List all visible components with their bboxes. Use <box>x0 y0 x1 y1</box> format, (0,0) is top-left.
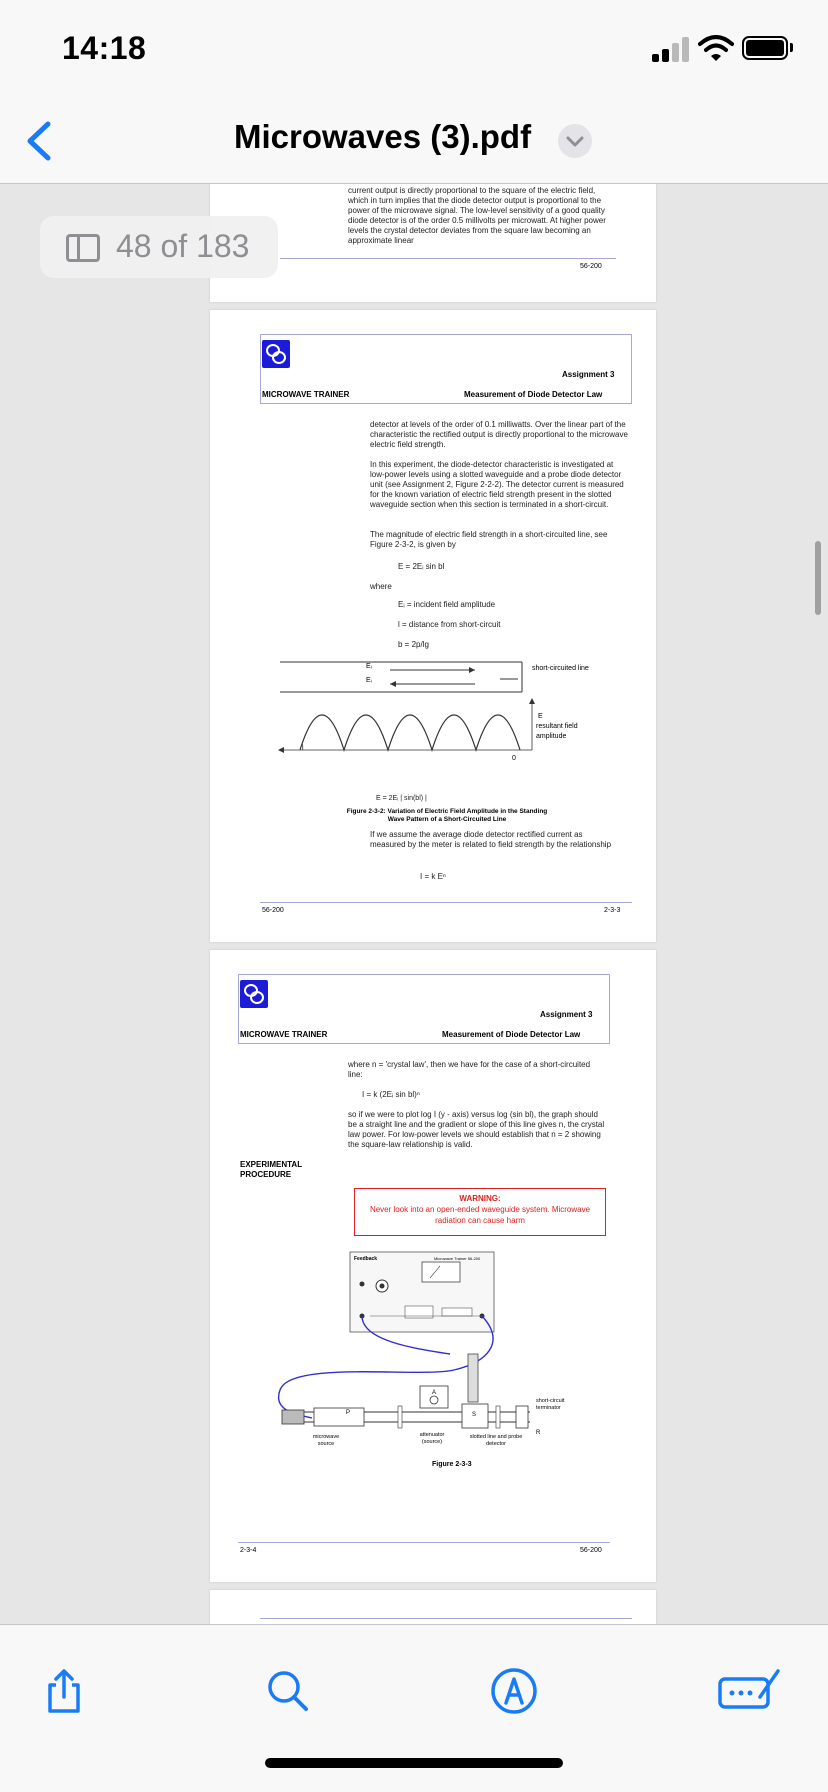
label-r: R <box>536 1430 541 1436</box>
page-a-eq2: E = 2Eᵢ | sin(bl) | <box>376 795 427 802</box>
page-a-eq1: E = 2Eᵢ sin bl <box>398 562 445 571</box>
figure-ei-bottom: Eᵢ <box>366 677 372 684</box>
label-s: S <box>472 1412 477 1418</box>
page-indicator-label: 48 of 183 <box>116 228 250 264</box>
figure-short-circuit-label: short-circuited line <box>532 665 589 672</box>
page-a-def3: b = 2p/lg <box>398 640 429 649</box>
warning-text: Never look into an open-ended waveguide system. Microwave radiation can cause harm <box>369 1205 591 1225</box>
page-a-footer-right: 2-3-3 <box>604 907 621 914</box>
share-icon[interactable] <box>38 1665 90 1717</box>
page-a-section: Measurement of Diode Detector Law <box>464 390 603 399</box>
page-top-paragraph: current output is directly proportional to the square of the electric field, which in turn implies that the diode detector output is proportional to the power of the microwave signal. The low-level sensitivity of a good quality diode detector is of the order 0.5 millivolts per microwatt. At higher power levels the crystal detector deviates from the square law becoming an approximate linear <box>348 186 606 245</box>
figure-l-label: l <box>302 745 304 752</box>
search-icon[interactable] <box>262 1665 314 1717</box>
label-p: P <box>346 1410 351 1416</box>
markup-icon[interactable] <box>488 1665 540 1717</box>
figure-resultant-label: resultant field amplitude <box>536 723 578 740</box>
page-top-rule <box>280 258 616 259</box>
page-b-figure-caption: Figure 2-3-3 <box>432 1461 472 1468</box>
page-b-p1: where n = 'crystal law', then we have for the case of a short-circuited line: <box>348 1060 591 1079</box>
figure-zero-label: 0 <box>512 755 516 762</box>
top-bar <box>0 0 828 184</box>
cellular-signal-icon <box>652 36 690 62</box>
more-icon[interactable] <box>716 1665 782 1717</box>
label-short-circuit: short-circuit terminator <box>536 1398 565 1411</box>
page-b-footer-rule <box>238 1542 610 1543</box>
page-indicator[interactable] <box>40 216 278 278</box>
home-indicator[interactable] <box>265 1758 563 1768</box>
warning-title: WARNING: <box>459 1194 501 1203</box>
page-b-section: Measurement of Diode Detector Law <box>442 1030 581 1039</box>
label-attenuator: attenuator (source) <box>419 1432 445 1445</box>
page-a-def1: Eᵢ = incident field amplitude <box>398 600 496 609</box>
warning-box <box>354 1188 606 1236</box>
figure-e-label: E <box>538 713 543 720</box>
page-b-trainer: MICROWAVE TRAINER <box>240 1030 328 1039</box>
page-top-footer-right: 56-200 <box>580 263 602 270</box>
page-a-p1: detector at levels of the order of 0.1 milliwatts. Over the linear part of the characteristic the rectified output is directly proportional to the microwave electric field strength. <box>370 420 628 449</box>
page-a-figure-caption: Figure 2-3-2: Variation of Electric Field Amplitude in the Standing Wave Pattern of a Short-Circuited Line <box>346 808 548 823</box>
status-time: 14:18 <box>62 30 147 66</box>
label-a: A <box>432 1390 437 1396</box>
page-b-footer-right: 56-200 <box>580 1547 602 1554</box>
battery-icon <box>742 36 788 60</box>
page-next-header-rule <box>260 1618 632 1619</box>
page-a-footer-rule <box>260 902 632 903</box>
page-b-eq1: I = k (2Eᵢ sin bl)ⁿ <box>362 1090 420 1099</box>
pdf-page-2-3-4 <box>210 950 656 1582</box>
page-a-trainer: MICROWAVE TRAINER <box>262 390 350 399</box>
back-chevron-icon[interactable] <box>22 118 56 164</box>
page-a-where: where <box>370 582 392 591</box>
scroll-indicator[interactable] <box>815 541 821 615</box>
panel-title: Microwave Trainer 56-200 <box>434 1256 481 1261</box>
page-b-assignment: Assignment 3 <box>540 1010 593 1019</box>
figure-ei-top: Eᵢ <box>366 663 372 670</box>
feedback-logo-icon <box>262 340 290 368</box>
experimental-procedure-heading: EXPERIMENTAL PROCEDURE <box>240 1160 302 1179</box>
sidebar-icon <box>66 234 100 262</box>
page-a-p2: In this experiment, the diode-detector characteristic is investigated at low-power levels using a slotted waveguide and a probe diode detector unit (see Assignment 2, Figure 2-2-2). The detector current is measured for the known variation of electric field strength present in the slotted waveguide section when this section is terminated in a short-circuit. <box>370 460 624 509</box>
wifi-icon <box>698 34 734 62</box>
page-a-p3: The magnitude of electric field strength in a short-circuited line, see Figure 2-3-2, is given by <box>370 530 608 549</box>
battery-tip <box>790 43 793 52</box>
page-a-eq3: I = k Eⁿ <box>420 872 446 881</box>
label-slotted-line: slotted line and probe detector <box>469 1434 523 1447</box>
title-menu-button[interactable] <box>558 124 592 158</box>
document-title[interactable]: Microwaves (3).pdf <box>234 118 532 155</box>
page-b-p2: so if we were to plot log I (y - axis) versus log (sin bl), the graph should be a straight line and the gradient or slope of this line gives n, the crystal law power. For low-power levels we should establish that n = 2 showing the square-law relationship is valid. <box>348 1110 605 1149</box>
page-a-p4: If we assume the average diode detector rectified current as measured by the meter is related to field strength by the relationship <box>370 830 612 849</box>
brand-label: Feedback <box>354 1256 378 1262</box>
page-a-def2: l = distance from short-circuit <box>398 620 501 629</box>
page-b-footer-left: 2-3-4 <box>240 1547 257 1554</box>
chevron-down-icon <box>558 124 592 158</box>
feedback-logo-icon <box>240 980 268 1008</box>
label-microwave-source: microwave source <box>312 1434 340 1447</box>
page-a-assignment: Assignment 3 <box>562 370 615 379</box>
pdf-page-2-3-3 <box>210 310 656 942</box>
page-a-footer-left: 56-200 <box>262 907 284 914</box>
